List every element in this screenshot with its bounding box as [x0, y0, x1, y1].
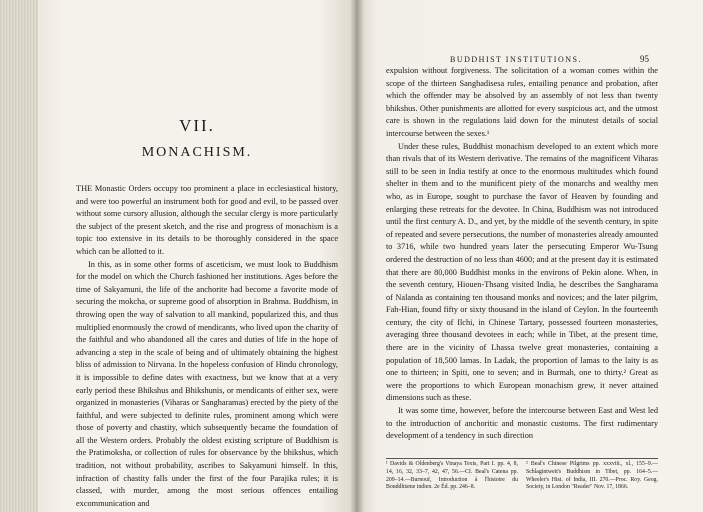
paragraph: THE Monastic Orders occupy too prominent a place in ecclesiastical history, and were too powerful an instrument both for good and evil, to be passed over without some cursory allusion, although the secular clergy is more particularly the subject of the present sketch, and the rise and progress of monachism is a topic too extensive in its details to be thoroughly considered in the space which can be allotted to it. [76, 184, 338, 256]
running-head: BUDDHIST INSTITUTIONS. [450, 55, 582, 64]
footnote: ² Beal's Chinese Pilgrims pp. xxxviii., xl., 155–9.—Schlagintweit's Buddhism in Tibet, pp. 164–5.—Wheeler's Hist. of India, III. 270.—Proc. Roy. Geog. Society, in London "Reader" Nov. 17, 1866. [526, 461, 658, 491]
left-page-body [76, 183, 338, 510]
paragraph: In this, as in some other forms of asceticism, we must look to Buddhism for the model on which the Church fashioned her institutions. Ages before the time of Sakyamuni, the life of the anchorite had become a favorite mode of securing the mokcha, or supreme good of absorption in Brahma. Buddhism, in throwing open the way of salvation to all mankind, popularized this, and thus multiplied enormously the crowd of mendicants, who lived upon the charity of the faithful and who abandoned all the cares and duties of life in the hope of advancing a step in the scale of being and of ultimately obtaining the highest bliss of admission to Nirvana. In the hopeless confusion of Hindu chronology, it is impossible to define dates with exactness, but we know that at a very early period these Bhikshus and Bhikshunis, or mendicants of either sex, were organized in monasteries (Viharas or Sangharamas) erected by the piety of the faithful, and were subjected to definite rules, prominent among which were those of poverty and chastity, which subsequently became the foundation of all the Western orders. Probably the oldest existing scripture of Buddhism is the Pratimoksha, or collection of rules for observance by the bhikshus, which tradition, not without probability, ascribes to Sakyamuni himself. In this, infraction of chastity falls under the first of the four Parajika rules; it is classed, with murder, among the most serious offences entailing excommunication and [76, 259, 338, 508]
footnote: ¹ Davids & Oldenberg's Vinaya Texts, Part I. pp. 4, 8, 14, 16, 32, 33–7, 42, 47, 56.—Cf. Beal's Catena pp. 209–14.—Burnouf, Introduction à l'histoire du Bouddhisme indien. 2e Éd. pp. 246–8. [386, 461, 518, 491]
chapter-number: VII. [179, 116, 215, 135]
page-number: 95 [640, 54, 649, 64]
footnotes [386, 461, 658, 492]
right-page-body [386, 65, 658, 443]
footnote-divider [386, 458, 658, 459]
book-gutter [350, 0, 364, 512]
chapter-title: MONACHISM. [141, 145, 253, 160]
paragraph: expulsion without forgiveness. The solicitation of a woman comes within the scope of the thirteen Sanghadisesa rules, entailing penance and probation, after which the offender may be absolved by an assembly of not less than twenty bhikshus. Other punishments are allotted for every suspicious act, and the utmost care is shown in the regulations laid down for the minutest details of social intercourse between the sexes.¹ [386, 66, 658, 138]
paragraph: It was some time, however, before the intercourse between East and West led to the introduction of anchoritic and monastic customs. The first rudimentary development of a tendency in such direction [386, 406, 658, 441]
page-edges [0, 0, 40, 512]
paragraph: Under these rules, Buddhist monachism developed to an extent which more than rivals that of its Western derivative. The remains of the magnificent Viharas still to be seen in India testify at once to the enormous multitudes which found shelter in them and to the munificent piety of the monarchs and wealthy men who, as in Europe, sought to purchase the favor of Heaven by founding and enlarging these retreats for the devotee. In China, Buddhism was not introduced until the first century A. D., and yet, by the middle of the seventh century, in spite of repeated and severe persecutions, the number of monasteries already amounted to 3716, while two hundred years later the persecuting Emperor Wu-Tsung ordered the destruction of no less than 4600; and at the present day it is estimated that there are 80,000 Buddhist monks in the environs of Pekin alone. When, in the seventh century, Hiouen-Thsang visited India, he describes the Sangharama of Nalanda as containing ten thousand monks and novices; and the later pilgrim, Fah-Hian, found fifty or sixty thousand in the island of Ceylon. In the fourteenth century, the city of Ilchi, in Chinese Tartary, possessed fourteen monasteries, averaging three thousand devotees in each; while in Tibet, at the present time, there are in the vicinity of Lhassa twelve great monasteries, containing a population of 18,500 lamas. In Ladak, the proportion of lamas to the laity is as one to thirteen; in Spiti, one to seven; and in Burmah, one to thirty.² Great as were the proportions to which European monachism grew, it never attained dimensions such as these. [386, 141, 658, 403]
